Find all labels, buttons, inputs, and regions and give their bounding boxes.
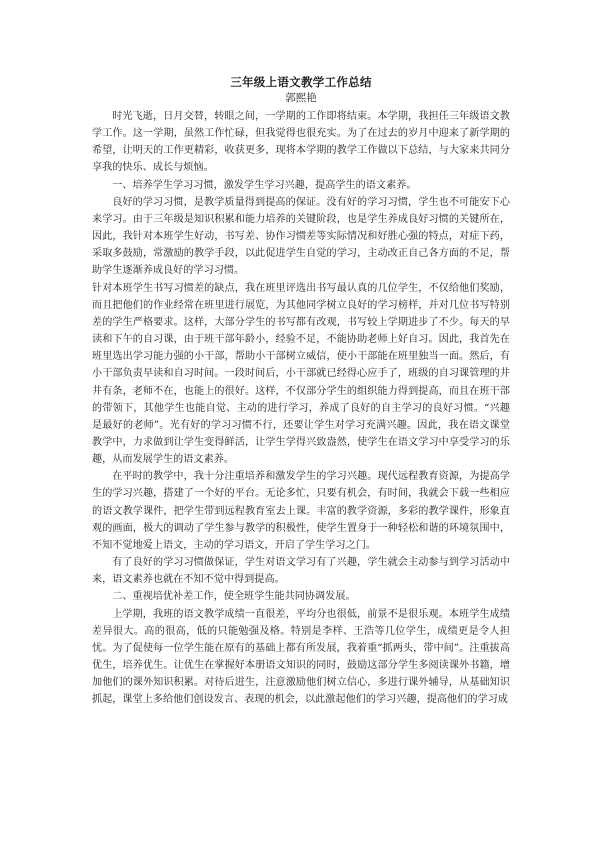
paragraph-intro: 时光飞逝，日月交替，转眼之间，一学期的工作即将结束。本学期，我担任三年级语文教学工作。这一学期，虽然工作忙碌，但我觉得也很充实。为了在过去的岁月中迎来了新学期的希望，让明天的工作更精彩，收获更多，现将本学期的教学工作做以下总结，与大家来共同分享我的快乐、成长与烦恼。 <box>92 111 510 174</box>
document-body <box>92 108 510 708</box>
paragraph-habits: 良好的学习习惯，是教学质量得到提高的保证。没有好的学习习惯，学生也不可能安下心来学习。由于三年级是知识积累和能力培养的关键阶段，也是学生养成良好习惯的关键所在，因此，我针对本班学生好动，书写差、协作习惯差等实际情况和好胜心强的特点，对症下药，采取多鼓励，常激励的教学手段，以此促进学生自觉的学习，主动改正自己各方面的不足，帮助学生逐渐养成良好的学习习惯。 <box>92 196 510 277</box>
document-author: 郭熙艳 <box>285 92 317 104</box>
document-page <box>92 74 510 708</box>
paragraph-summary-1: 有了良好的学习习惯做保证，学生对语文学习有了兴趣，学生就会主动参与到学习活动中来，语文素养也就在不知不觉中得到提高。 <box>92 557 510 586</box>
paragraph-last-term: 上学期，我班的语文教学成绩一直很差，平均分也很低，前景不是很乐观。本班学生成绩差异很大。高的很高，低的只能勉强及格。特别是李样、王浩等几位学生，成绩更是令人担忧。为了促使每一位学生能在原有的基础上都有所发展，我着重“抓两头，带中间”。注重拔高优生，培养优生。让优生在掌握好本册语文知识的同时，鼓励这部分学生多阅读课外书籍，增加他们的课外知识积累。对待后进生，注意激励他们树立信心，多进行课外辅导，从基础知识抓起，课堂上多给他们创设发言、表现的机会，以此激起他们的学习兴趣，提高他们的学习成 <box>92 608 510 706</box>
section-heading-1: 一、培养学生学习习惯，激发学生学习兴趣，提高学生的语文素养。 <box>112 179 417 191</box>
paragraph-interest: 在平时的教学中，我十分注重培养和激发学生的学习兴趣。现代远程教育资源，为提高学生的学习兴趣，搭建了一个好的平台。无论多忙，只要有机会，有时间，我就会下载一些相应的语文教学课件，把学生带到远程教育室去上课。丰富的教学资源，多彩的教学课件，形象直观的画面，极大的调动了学生参与教学的积极性，使学生置身于一种轻松和谐的环境氛围中，不知不觉地爱上语文，主动的学习语文，开启了学生学习之门。 <box>92 471 510 551</box>
document-title: 三年级上语文教学工作总结 <box>230 75 372 89</box>
section-heading-2: 二、重视培优补差工作，使全班学生能共同协调发展。 <box>112 591 356 603</box>
paragraph-handwriting: 针对本班学生书写习惯差的缺点，我在班里评选出书写最认真的几位学生，不仅给他们奖励，而且把他们的作业经常在班里进行展览，为其他同学树立良好的学习榜样，并对几位书写特别差的学生严格要求。这样，大部分学生的书写都有改观，书写较上学期进步了不少。每天的早读和下午的自习课，由于班干部年龄小，经验不足，不能协助老师上好自习。因此，我首先在班里选出学习能力强的小干部，帮助小干部树立威信，使小干部能在班里独当一面。然后，有小干部负责早读和自习时间。一段时间后，小干部就已经得心应手了，班级的自习课管理的井井有条，老师不在，也能上的很好。这样，不仅部分学生的组织能力得到提高，而且在班干部的带领下，其他学生也能自觉、主动的进行学习，养成了良好的自主学习的良好习惯。“兴趣是最好的老师”。光有好的学习习惯不行，还要让学生对学习充满兴趣。因此，我在语文课堂教学中，力求做到让学生变得鲜活，让学生学得兴致盎然，使学生在语文学习中享受学习的乐趣，从而发展学生的语文素养。 <box>92 282 510 466</box>
